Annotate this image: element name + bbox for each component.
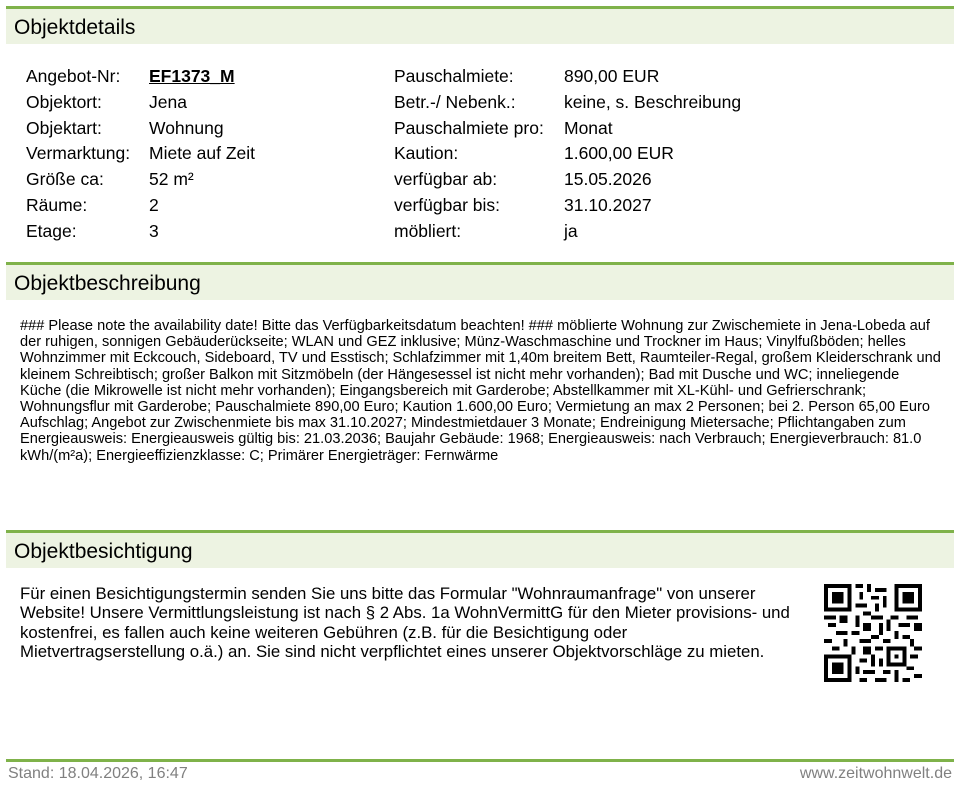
detail-row-property-type — [26, 116, 255, 142]
detail-row-rent-period — [394, 116, 741, 142]
footer-divider — [6, 759, 954, 762]
available-until-label: verfügbar bis: — [394, 194, 501, 215]
detail-row-deposit — [394, 141, 741, 167]
viewing-section-header — [6, 530, 954, 568]
detail-row-available-from — [394, 167, 741, 193]
furnished-label: möbliert: — [394, 220, 462, 241]
available-from-value: 15.05.2026 — [564, 169, 652, 190]
description-section-header — [6, 262, 954, 300]
qr-code-icon[interactable] — [824, 584, 922, 682]
floor-label: Etage: — [26, 220, 77, 241]
details-section-title: Objektdetails — [14, 16, 136, 39]
deposit-value: 1.600,00 EUR — [564, 143, 674, 164]
rent-period-value: Monat — [564, 117, 613, 138]
footer-website-link[interactable]: www.zeitwohnwelt.de — [799, 765, 952, 782]
flat-rent-value: 890,00 EUR — [564, 66, 660, 86]
rooms-value: 2 — [149, 194, 159, 215]
property-type-label: Objektart: — [26, 117, 102, 138]
utilities-label: Betr.-/ Nebenk.: — [394, 91, 516, 112]
detail-row-floor — [26, 219, 255, 245]
location-value: Jena — [149, 91, 187, 112]
detail-row-utilities — [394, 90, 741, 116]
floor-value: 3 — [149, 220, 159, 241]
furnished-value: ja — [564, 220, 578, 241]
location-label: Objektort: — [26, 91, 102, 112]
offer-number-link[interactable]: EF1373_M — [149, 66, 235, 86]
viewing-text: Für einen Besichtigungstermin senden Sie uns bitte das Formular "Wohnraumanfrage" von unserer Website! Unsere Vermittlungsleistung ist nach § 2 Abs. 1a WohnVermittG für den Mieter provisions- und kostenfrei, es fallen auch keine weiteren Gebühren (z.B. für die Besichtigung oder Mietvertragserstellung o.ä.) an. Sie sind nicht verpflichtet eines unserer Objektvorschläge zu mieten. — [20, 584, 790, 662]
deposit-label: Kaution: — [394, 143, 459, 164]
detail-row-available-until — [394, 193, 741, 219]
marketing-value: Miete auf Zeit — [149, 143, 256, 164]
description-section-title: Objektbeschreibung — [14, 272, 201, 295]
detail-row-size — [26, 167, 255, 193]
offer-number-label: Angebot-Nr: — [26, 66, 121, 86]
details-section-header — [6, 6, 954, 44]
size-label: Größe ca: — [26, 169, 104, 190]
viewing-section-title: Objektbesichtigung — [14, 540, 193, 563]
rooms-label: Räume: — [26, 194, 88, 215]
utilities-value: keine, s. Beschreibung — [564, 91, 742, 112]
detail-row-offer-number — [26, 64, 255, 90]
property-type-value: Wohnung — [149, 117, 224, 138]
detail-row-rooms — [26, 193, 255, 219]
available-from-label: verfügbar ab: — [394, 169, 498, 190]
size-value: 52 m² — [149, 169, 194, 190]
detail-row-location — [26, 90, 255, 116]
details-right-column — [394, 64, 741, 245]
flat-rent-label: Pauschalmiete: — [394, 66, 514, 86]
marketing-label: Vermarktung: — [26, 143, 131, 164]
footer-status: Stand: 18.04.2026, 16:47 — [8, 765, 188, 782]
details-left-column — [26, 64, 255, 245]
description-text: ### Please note the availability date! Bitte das Verfügbarkeitsdatum beachten! ### möblierte Wohnung zur Zwischemiete in Jena-Lobeda auf der ruhigen, sonnigen Gebäuderückseite; WLAN und GEZ inklusive; Münz-Waschmaschine und Trockner im Haus; Vinylfußböden; helles Wohnzimmer mit Eckcouch, Sideboard, TV und Esstisch; Schlafzimmer mit 1,40m breitem Bett, Raumteiler-Regal, großem Kleiderschrank und kleinem Schreibtisch; großer Balkon mit Sitzmöbeln (der Hängesessel ist nicht mehr vorhanden); Bad mit Dusche und WC; inneliegende Küche (die Mikrowelle ist nicht mehr vorhanden); Eingangsbereich mit Garderobe; Abstellkammer mit XL-Kühl- und Gefrierschrank; Wohnungsflur mit Garderobe; Pauschalmiete 890,00 Euro; Kaution 1.600,00 Euro; Vermietung an max 2 Personen; bei 2. Person 65,00 Euro Aufschlag; Angebot zur Zwischenmiete bis max 31.10.2027; Mindestmietdauer 3 Monate; Endreinigung Mietersache; Pflichtangaben zum Energieausweis: Energieausweis gültig bis: 21.03.2036; Baujahr Gebäude: 1968; Energieausweis: nach Verbrauch; Energieverbrauch: 81.0 kWh/(m²a); Energieeffizienzklasse: C; Primärer Energieträger: Fernwärme — [20, 318, 941, 464]
detail-row-furnished — [394, 219, 741, 245]
detail-row-marketing — [26, 141, 255, 167]
available-until-value: 31.10.2027 — [564, 194, 652, 215]
rent-period-label: Pauschalmiete pro: — [394, 117, 544, 138]
detail-row-flat-rent — [394, 64, 741, 90]
